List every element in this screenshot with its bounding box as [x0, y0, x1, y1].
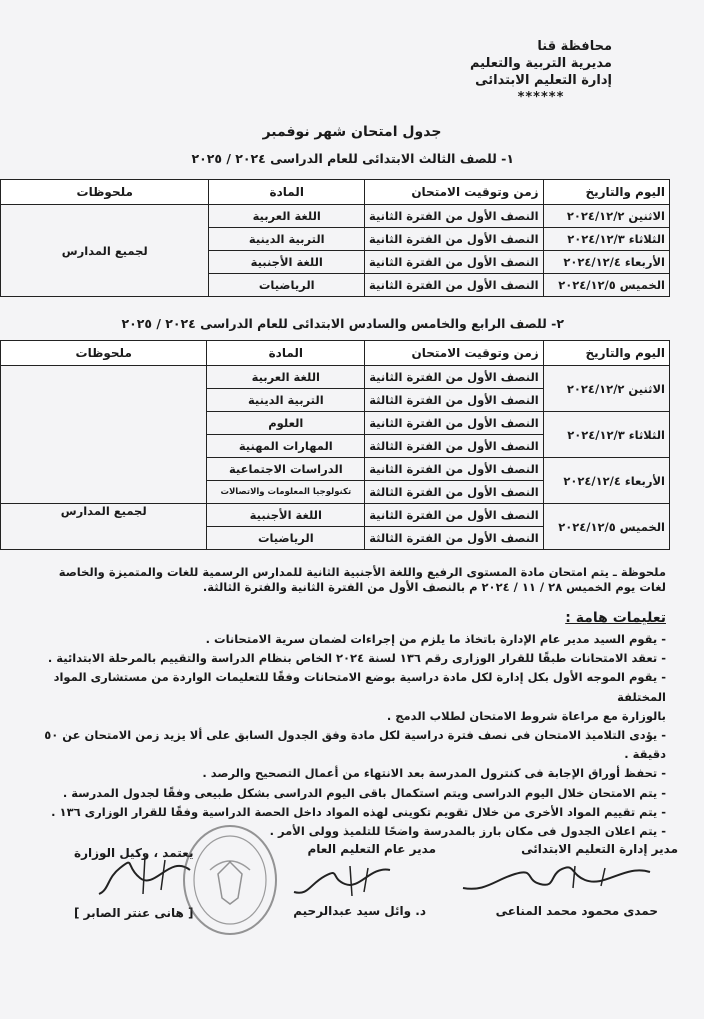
- list-item: - تعقد الامتحانات طبقًا للقرار الوزارى رقم ١٣٦ لسنة ٢٠٢٤ الخاص بنظام الدراسة والتقييم بالمرحلة الابتدائية .: [47, 651, 666, 666]
- instructions-heading: تعليمات هامة :: [565, 610, 666, 626]
- col-time: زمن وتوقيت الامتحان: [365, 180, 544, 205]
- time-cell: النصف الأول من الفترة الثانية: [365, 366, 544, 389]
- subject-cell: اللغة الأجنبية: [209, 251, 365, 274]
- subject-cell: اللغة الأجنبية: [207, 504, 365, 527]
- subject-cell: الرياضيات: [207, 527, 365, 550]
- list-item: - يقوم السيد مدير عام الإدارة باتخاذ ما يلزم من إجراءات لضمان سرية الامتحانات .: [205, 632, 666, 646]
- primary-manager-signature-icon: [455, 858, 655, 898]
- col-notes: ملحوظات: [1, 180, 209, 205]
- table-row: [1, 504, 670, 527]
- official-stamp-icon: [180, 822, 280, 938]
- remark-line2: لغات يوم الخميس ٢٨ / ١١ / ٢٠٢٤ م بالنصف الأول من الفترة الثانية والفترة الثالثة.: [202, 580, 666, 594]
- section2-table: [0, 340, 670, 550]
- section2-header-row: [1, 341, 670, 366]
- administration-label: إدارة التعليم الابتدائى: [475, 73, 612, 88]
- subject-cell: التربية الدينية: [207, 389, 365, 412]
- general-manager-name: د. وائل سيد عبدالرحيم: [293, 904, 426, 918]
- col-notes: ملحوظات: [1, 341, 207, 366]
- section1-table: [0, 179, 670, 297]
- time-cell: النصف الأول من الفترة الثانية: [365, 274, 544, 297]
- col-time: زمن وتوقيت الامتحان: [365, 341, 544, 366]
- col-subject: المادة: [207, 341, 365, 366]
- directorate-label: مديرية التربية والتعليم: [469, 56, 612, 71]
- deputy-name: [ هانى عنتر الصابر ]: [74, 906, 194, 920]
- subject-cell: الرياضيات: [209, 274, 365, 297]
- remark-label: ملحوظة: [620, 565, 666, 579]
- list-item: - يقوم الموجه الأول بكل إدارة لكل مادة دراسية بوضع الامتحانات وفقًا للتعليمات الواردة من مستشارى المواد المختلفة: [53, 670, 666, 704]
- time-cell: النصف الأول من الفترة الثانية: [365, 228, 544, 251]
- time-cell: النصف الأول من الفترة الثانية: [365, 251, 544, 274]
- day-cell: الاثنين ٢٠٢٤/١٢/٢: [543, 366, 669, 412]
- notes-cell: لجميع المدارس: [1, 504, 207, 550]
- instructions-list: [26, 630, 666, 841]
- subject-cell: اللغة العربية: [209, 205, 365, 228]
- day-cell: الأربعاء ٢٠٢٤/١٢/٤: [543, 458, 669, 504]
- general-manager-signature-icon: [290, 862, 400, 902]
- time-cell: النصف الأول من الفترة الثانية: [365, 504, 544, 527]
- subject-cell: العلوم: [207, 412, 365, 435]
- list-item: - تحفظ أوراق الإجابة فى كنترول المدرسة بعد الانتهاء من أعمال التصحيح والرصد .: [202, 766, 666, 781]
- remark-line1: يتم امتحان مادة المستوى الرفيع واللغة الأجنبية الثانية للمدارس الرسمية للغات والمتميزة والخاصة: [58, 565, 609, 579]
- list-item: بالوزارة مع مراعاة شروط الامتحان لطلاب الدمج .: [386, 708, 666, 723]
- time-cell: النصف الأول من الفترة الثالثة: [365, 481, 544, 504]
- governorate-label: محافظة قنا: [537, 39, 612, 54]
- col-day: اليوم والتاريخ: [543, 180, 669, 205]
- day-cell: الثلاثاء ٢٠٢٤/١٢/٣: [543, 228, 669, 251]
- subject-cell: الدراسات الاجتماعية: [207, 458, 365, 481]
- remark-block: ملحوظة ـ يتم امتحان مادة المستوى الرفيع واللغة الأجنبية الثانية للمدارس الرسمية للغات والمتميزة والخاصة لغات يوم الخميس ٢٨ / ١١ / ٢٠٢٤ م بالنصف الأول من الفترة الثانية والفترة الثالثة.: [26, 565, 666, 595]
- list-item: - يتم الامتحان خلال اليوم الدراسى ويتم استكمال باقى اليوم الدراسى بشكل طبيعى وفقًا لجدول المدرسة .: [62, 785, 666, 800]
- table-row: [1, 366, 670, 389]
- general-manager-title: مدير عام التعليم العام: [307, 842, 436, 856]
- stars-separator: ******: [517, 90, 565, 105]
- deputy-title: يعتمد ، وكيل الوزارة: [74, 846, 194, 860]
- day-cell: الثلاثاء ٢٠٢٤/١٢/٣: [543, 412, 669, 458]
- time-cell: النصف الأول من الفترة الثانية: [365, 412, 544, 435]
- primary-manager-title: مدير إدارة التعليم الابتدائى: [521, 842, 678, 856]
- day-cell: الخميس ٢٠٢٤/١٢/٥: [543, 504, 669, 550]
- notes-cell-empty: [1, 366, 207, 504]
- primary-manager-name: حمدى محمود محمد المناعى: [495, 904, 658, 918]
- subject-cell: اللغة العربية: [207, 366, 365, 389]
- document-title: جدول امتحان شهر نوفمبر: [262, 124, 442, 140]
- day-cell: الأربعاء ٢٠٢٤/١٢/٤: [543, 251, 669, 274]
- time-cell: النصف الأول من الفترة الثانية: [365, 458, 544, 481]
- section2-heading: ٢- للصف الرابع والخامس والسادس الابتدائى للعام الدراسى ٢٠٢٤ / ٢٠٢٥: [121, 316, 564, 331]
- day-cell: الاثنين ٢٠٢٤/١٢/٢: [543, 205, 669, 228]
- table-row: [1, 205, 670, 228]
- time-cell: النصف الأول من الفترة الثالثة: [365, 435, 544, 458]
- subject-cell: تكنولوجيا المعلومات والاتصالات: [207, 481, 365, 504]
- col-subject: المادة: [209, 180, 365, 205]
- letterhead: [470, 38, 612, 106]
- time-cell: النصف الأول من الفترة الثالثة: [365, 527, 544, 550]
- notes-cell: لجميع المدارس: [1, 205, 209, 297]
- list-item: - يتم تقييم المواد الأخرى من خلال تقويم تكوينى لهذه المواد داخل الحصة الدراسية وفقًا للقرار الوزارى ١٣٦ .: [51, 804, 666, 819]
- subject-cell: المهارات المهنية: [207, 435, 365, 458]
- day-cell: الخميس ٢٠٢٤/١٢/٥: [543, 274, 669, 297]
- section1-header-row: [1, 180, 670, 205]
- time-cell: النصف الأول من الفترة الثالثة: [365, 389, 544, 412]
- time-cell: النصف الأول من الفترة الثانية: [365, 205, 544, 228]
- subject-cell: التربية الدينية: [209, 228, 365, 251]
- section1-heading: ١- للصف الثالث الابتدائى للعام الدراسى ٢٠٢٤ / ٢٠٢٥: [191, 151, 514, 166]
- col-day: اليوم والتاريخ: [543, 341, 669, 366]
- list-item: - يتم اعلان الجدول فى مكان بارز بالمدرسة واضحًا للتلميذ وولى الأمر .: [269, 824, 666, 839]
- list-item: - يؤدى التلاميذ الامتحان فى نصف فترة دراسية لكل مادة وفق الجدول السابق على ألا يزيد زمن الامتحان عن ٥٠ دقيقة .: [44, 728, 666, 762]
